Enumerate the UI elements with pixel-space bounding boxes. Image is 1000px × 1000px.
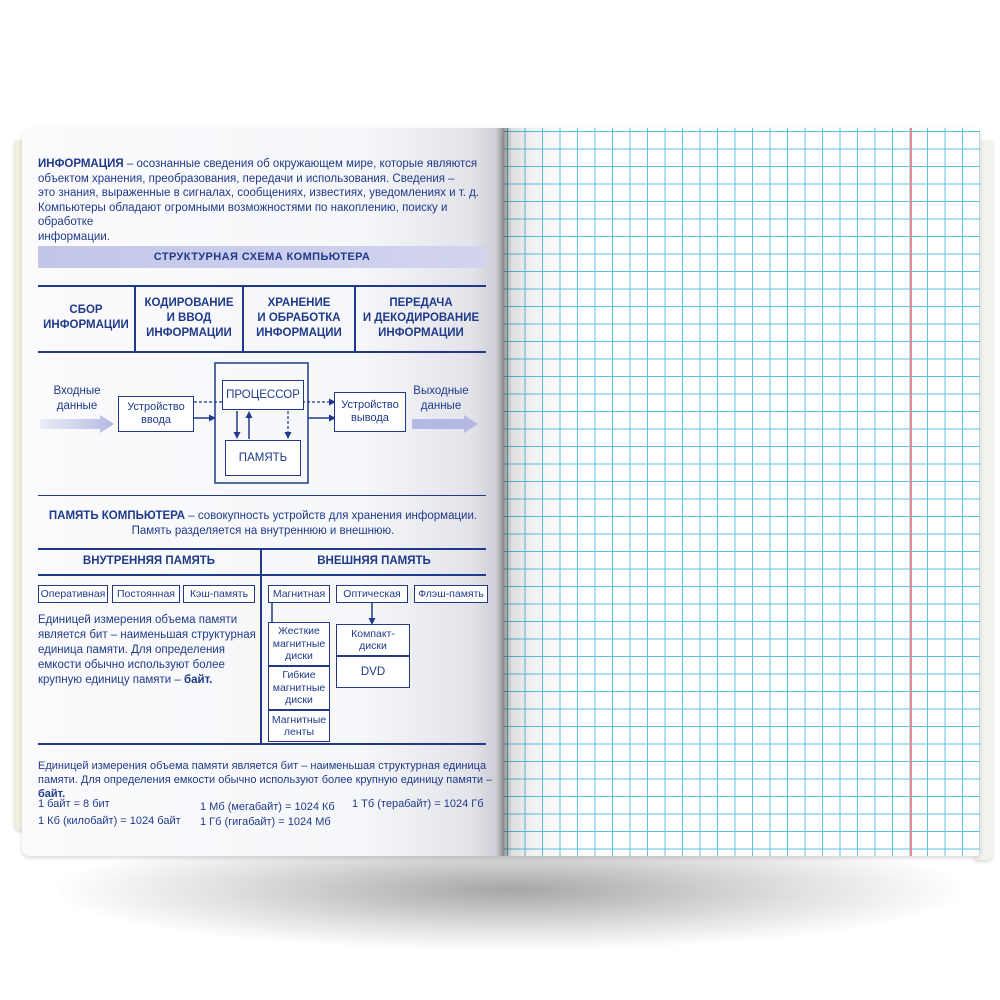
memory-type-magnetic: Магнитная bbox=[268, 585, 330, 603]
intro-line: – осознанные сведения об окружающем мире, которые являются bbox=[123, 158, 478, 170]
intro-line: Компьютеры обладают огромными возможностями по накоплению, поиску и обработке bbox=[38, 201, 448, 228]
section-divider bbox=[38, 495, 486, 496]
scheme-title-banner: СТРУКТУРНАЯ СХЕМА КОМПЬЮТЕРА bbox=[38, 246, 486, 268]
stage-encode-input: КОДИРОВАНИЕ И ВВОД ИНФОРМАЦИИ bbox=[144, 296, 234, 339]
processor-box: ПРОЦЕССОР bbox=[222, 380, 304, 410]
floppy-box: Гибкие магнитные диски bbox=[268, 666, 330, 710]
memory-table-header-border bbox=[38, 574, 486, 576]
right-page-grid bbox=[504, 128, 980, 856]
arrowhead-icon bbox=[246, 411, 253, 418]
input-data-label: Входные данные bbox=[53, 385, 101, 412]
unit-kilobyte: 1 Кб (килобайт) = 1024 байт bbox=[38, 815, 181, 827]
output-data-label: Выходные данные bbox=[413, 385, 469, 412]
hdd-box: Жесткие магнитные диски bbox=[268, 622, 330, 666]
memory-def-line: Память разделяется на внутреннюю и внешнюю. bbox=[131, 524, 395, 537]
memory-term: ПАМЯТЬ КОМПЬЮТЕРА bbox=[48, 510, 186, 522]
unit-megabyte: 1 Мб (мегабайт) = 1024 Кб bbox=[200, 801, 335, 813]
memory-box: ПАМЯТЬ bbox=[225, 440, 301, 476]
arrowhead-icon bbox=[234, 432, 241, 439]
stage-store-process: ХРАНЕНИЕ И ОБРАБОТКА ИНФОРМАЦИИ bbox=[256, 296, 342, 339]
notebook-spine bbox=[496, 128, 512, 856]
internal-memory-title: ВНУТРЕННЯЯ ПАМЯТЬ bbox=[82, 555, 216, 567]
stage-collect: СБОР ИНФОРМАЦИИ bbox=[43, 304, 129, 331]
unit-gigabyte: 1 Гб (гигабайт) = 1024 Мб bbox=[200, 816, 331, 828]
unit-terabyte: 1 Тб (терабайт) = 1024 Гб bbox=[352, 798, 484, 810]
memory-type-rom: Постоянная bbox=[112, 585, 180, 603]
memory-table-bottom-border bbox=[38, 743, 486, 745]
arrowhead-icon bbox=[285, 432, 292, 439]
unit-byte: 1 байт = 8 бит bbox=[38, 798, 110, 810]
intro-line: объектом хранения, преобразования, передачи и использования. Сведения – bbox=[38, 172, 455, 185]
output-arrow bbox=[412, 415, 478, 433]
input-arrow bbox=[40, 415, 114, 433]
output-device-box: Устройство вывода bbox=[334, 392, 406, 432]
memory-type-flash: Флэш-память bbox=[414, 585, 488, 603]
intro-paragraph bbox=[38, 157, 488, 244]
internal-memory-text: Единицей измерения объема памяти является бит – наименьшая структурная единица памяти. Для определения емкости обычно используют более крупную единицу памяти – байт. bbox=[38, 614, 256, 686]
stages-bottom-border bbox=[38, 351, 486, 353]
intro-line: информации. bbox=[38, 230, 110, 243]
intro-line: это знания, выраженные в сигналах, сообщениях, известиях, уведомлениях и т. д. bbox=[38, 187, 480, 199]
memory-def-line: – совокупность устройств для хранения информации. bbox=[185, 510, 478, 522]
memory-type-cache: Кэш-память bbox=[183, 585, 255, 603]
units-paragraph: Единицей измерения объема памяти является бит – наименьшая структурная единица памяти. Для определения емкости обычно используют более крупную единицу памяти – байт. bbox=[38, 760, 493, 800]
cd-box: Компакт- диски bbox=[336, 624, 410, 656]
memory-type-ram: Оперативная bbox=[38, 585, 108, 603]
intro-term: ИНФОРМАЦИЯ bbox=[38, 158, 124, 170]
dvd-box: DVD bbox=[336, 656, 410, 688]
input-device-box: Устройство ввода bbox=[118, 396, 194, 432]
memory-definition bbox=[38, 509, 488, 538]
external-memory-title: ВНЕШНЯЯ ПАМЯТЬ bbox=[317, 555, 431, 567]
memory-type-optical: Оптическая bbox=[336, 585, 408, 603]
stage-transfer-decode: ПЕРЕДАЧА И ДЕКОДИРОВАНИЕ ИНФОРМАЦИИ bbox=[362, 296, 480, 339]
memory-table-top-border bbox=[38, 548, 486, 550]
tape-box: Магнитные ленты bbox=[268, 710, 330, 742]
